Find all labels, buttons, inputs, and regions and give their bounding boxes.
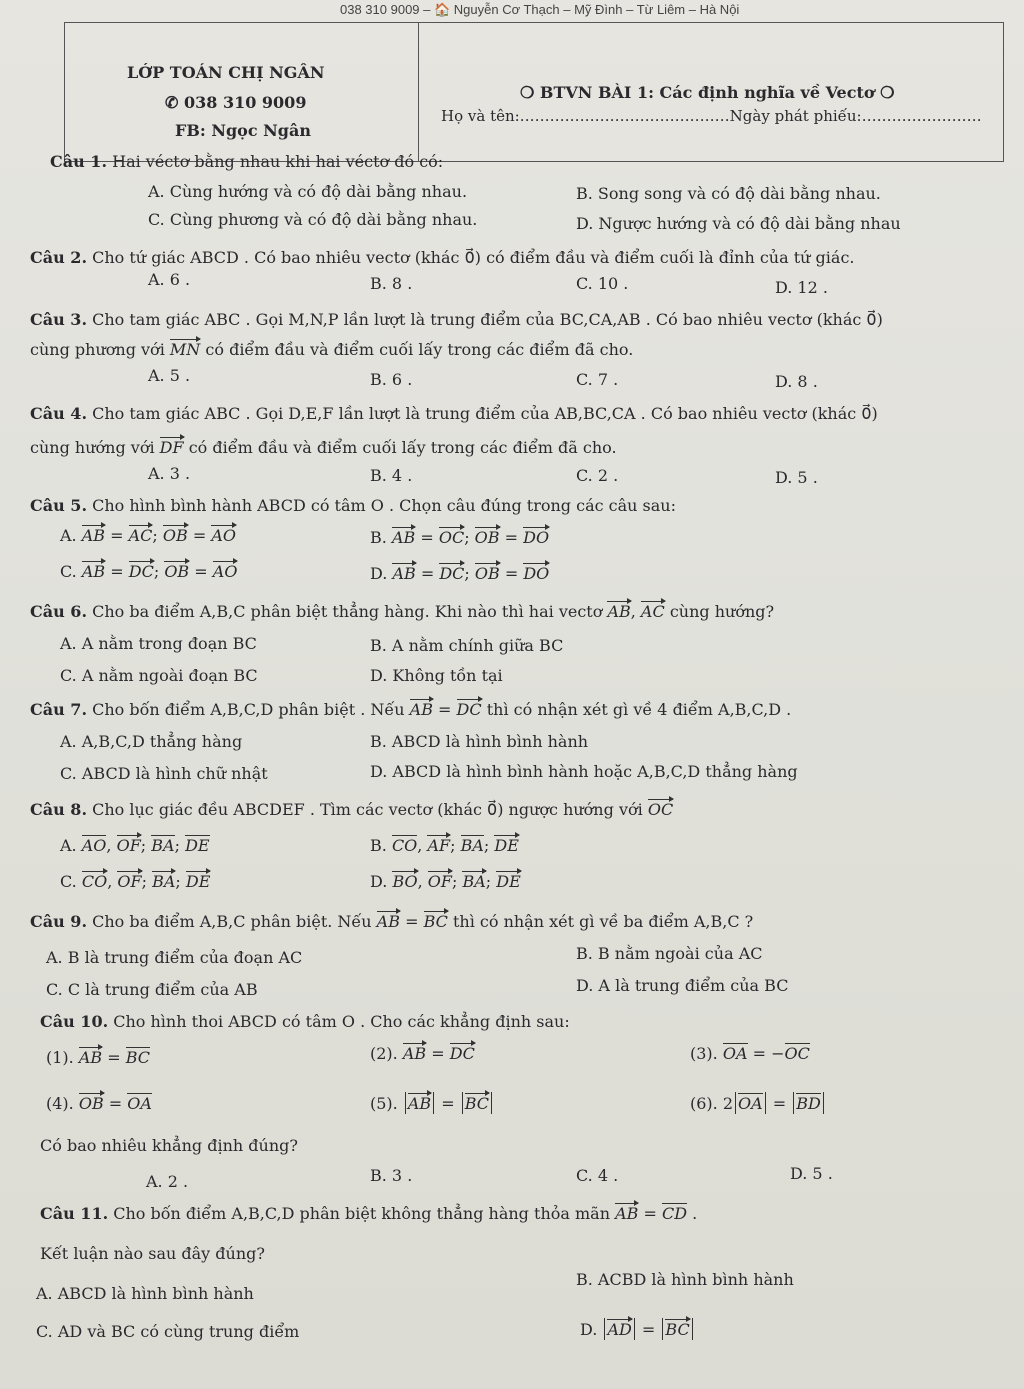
q1-option-a[interactable]: A. Cùng hướng và có độ dài bằng nhau.: [148, 182, 468, 201]
question-4: Câu 4. Cho tam giác ABC . Gọi D,E,F lần lượt là trung điểm của AB,BC,CA . Có bao nhiêu vectơ (khác 0⃗): [30, 404, 878, 423]
q4-option-c[interactable]: C. 2 .: [576, 466, 619, 485]
question-7: Câu 7. Cho bốn điểm A,B,C,D phân biệt . Nếu AB = DC thì có nhận xét gì về 4 điểm A,B,C,D .: [30, 700, 792, 719]
q2-option-c[interactable]: C. 10 .: [576, 274, 629, 293]
q1-option-d[interactable]: D. Ngược hướng và có độ dài bằng nhau: [576, 214, 901, 233]
phone-number: ✆ 038 310 9009: [165, 93, 307, 112]
vector-df: DF: [159, 438, 184, 457]
q10-statement-5: (5). AB = BC: [370, 1092, 494, 1114]
q5-option-c[interactable]: C. AB = DC; OB = AO: [60, 562, 238, 581]
question-10-ask: Có bao nhiêu khẳng định đúng?: [40, 1136, 298, 1155]
q8-option-c[interactable]: C. CO, OF; BA; DE: [60, 872, 211, 891]
question-4-line-2: cùng hướng với DF có điểm đầu và điểm cuối lấy trong các điểm đã cho.: [30, 438, 617, 457]
q11-option-c[interactable]: C. AD và BC có cùng trung điểm: [36, 1322, 300, 1341]
q3-option-b[interactable]: B. 6 .: [370, 370, 413, 389]
q9-option-b[interactable]: B. B nằm ngoài của AC: [576, 944, 763, 963]
q7-option-b[interactable]: B. ABCD là hình bình hành: [370, 732, 589, 751]
question-8: Câu 8. Cho lục giác đều ABCDEF . Tìm các vectơ (khác 0⃗) ngược hướng với OC: [30, 800, 674, 819]
q9-option-a[interactable]: A. B là trung điểm của đoạn AC: [46, 948, 303, 967]
vector-mn: MN: [169, 340, 201, 359]
q5-option-b[interactable]: B. AB = OC; OB = DO: [370, 528, 550, 547]
worksheet-header: [64, 22, 1004, 162]
q6-option-a[interactable]: A. A nằm trong đoạn BC: [60, 634, 257, 653]
q4-option-a[interactable]: A. 3 .: [148, 464, 191, 483]
q11-option-a[interactable]: A. ABCD là hình bình hành: [36, 1284, 254, 1303]
q8-option-a[interactable]: A. AO, OF; BA; DE: [60, 836, 210, 855]
question-6: Câu 6. Cho ba điểm A,B,C phân biệt thẳng hàng. Khi nào thì hai vectơ AB, AC cùng hướng?: [30, 602, 775, 621]
q10-option-c[interactable]: C. 4 .: [576, 1166, 619, 1185]
q4-option-d[interactable]: D. 5 .: [775, 468, 818, 487]
q1-option-b[interactable]: B. Song song và có độ dài bằng nhau.: [576, 184, 881, 203]
question-3-line-2: cùng phương với MN có điểm đầu và điểm cuối lấy trong các điểm đã cho.: [30, 340, 634, 359]
q10-statement-3: (3). OA = −OC: [690, 1044, 810, 1063]
question-5: Câu 5. Cho hình bình hành ABCD có tâm O . Chọn câu đúng trong các câu sau:: [30, 496, 676, 515]
q6-option-c[interactable]: C. A nằm ngoài đoạn BC: [60, 666, 258, 685]
q4-option-b[interactable]: B. 4 .: [370, 466, 413, 485]
q10-statement-1: (1). AB = BC: [46, 1048, 151, 1067]
question-9: Câu 9. Cho ba điểm A,B,C phân biệt. Nếu AB = BC thì có nhận xét gì về ba điểm A,B,C ?: [30, 912, 754, 931]
q11-option-d[interactable]: D. AD = BC: [580, 1318, 695, 1340]
q6-option-d[interactable]: D. Không tồn tại: [370, 666, 503, 685]
assignment-title: ❍ BTVN BÀI 1: Các định nghĩa về Vectơ ❍: [520, 83, 895, 102]
question-3: Câu 3. Cho tam giác ABC . Gọi M,N,P lần lượt là trung điểm của BC,CA,AB . Có bao nhiêu vectơ (khác 0⃗): [30, 310, 883, 329]
q2-option-d[interactable]: D. 12 .: [775, 278, 828, 297]
q2-option-b[interactable]: B. 8 .: [370, 274, 413, 293]
q2-option-a[interactable]: A. 6 .: [148, 270, 191, 289]
class-name: LỚP TOÁN CHỊ NGÂN: [127, 63, 325, 82]
header-divider: [418, 23, 419, 161]
question-11-ask: Kết luận nào sau đây đúng?: [40, 1244, 265, 1263]
q1-option-c[interactable]: C. Cùng phương và có độ dài bằng nhau.: [148, 210, 478, 229]
q11-option-b[interactable]: B. ACBD là hình bình hành: [576, 1270, 794, 1289]
q3-option-d[interactable]: D. 8 .: [775, 372, 818, 391]
q7-option-c[interactable]: C. ABCD là hình chữ nhật: [60, 764, 268, 783]
question-1: Câu 1. Hai véctơ bằng nhau khi hai véctơ đó có:: [50, 152, 444, 171]
q8-option-b[interactable]: B. CO, AF; BA; DE: [370, 836, 519, 855]
q10-option-a[interactable]: A. 2 .: [146, 1172, 189, 1191]
q10-option-d[interactable]: D. 5 .: [790, 1164, 833, 1183]
q3-option-c[interactable]: C. 7 .: [576, 370, 619, 389]
question-10: Câu 10. Cho hình thoi ABCD có tâm O . Cho các khẳng định sau:: [40, 1012, 570, 1031]
question-2: Câu 2. Cho tứ giác ABCD . Có bao nhiêu vectơ (khác 0⃗) có điểm đầu và điểm cuối là đỉnh của tứ giác.: [30, 248, 855, 267]
q7-option-a[interactable]: A. A,B,C,D thẳng hàng: [60, 732, 243, 751]
q8-option-d[interactable]: D. BO, OF; BA; DE: [370, 872, 521, 891]
q5-option-a[interactable]: A. AB = AC; OB = AO: [60, 526, 237, 545]
q10-option-b[interactable]: B. 3 .: [370, 1166, 413, 1185]
q10-statement-4: (4). OB = OA: [46, 1094, 152, 1113]
q9-option-d[interactable]: D. A là trung điểm của BC: [576, 976, 789, 995]
question-11: Câu 11. Cho bốn điểm A,B,C,D phân biệt không thẳng hàng thỏa mãn AB = CD .: [40, 1204, 698, 1223]
name-date-line: Họ và tên:……………………………………Ngày phát phiếu:……………………: [441, 107, 982, 125]
facebook-handle: FB: Ngọc Ngân: [175, 121, 311, 140]
top-address-line: 038 310 9009 – 🏠 Nguyễn Cơ Thạch – Mỹ Đình – Từ Liêm – Hà Nội: [340, 2, 740, 17]
q9-option-c[interactable]: C. C là trung điểm của AB: [46, 980, 258, 999]
q7-option-d[interactable]: D. ABCD là hình bình hành hoặc A,B,C,D thẳng hàng: [370, 762, 798, 781]
q10-statement-6: (6). 2 OA = BD: [690, 1092, 826, 1114]
q10-statement-2: (2). AB = DC: [370, 1044, 475, 1063]
q6-option-b[interactable]: B. A nằm chính giữa BC: [370, 636, 564, 655]
q5-option-d[interactable]: D. AB = DC; OB = DO: [370, 564, 550, 583]
q3-option-a[interactable]: A. 5 .: [148, 366, 191, 385]
